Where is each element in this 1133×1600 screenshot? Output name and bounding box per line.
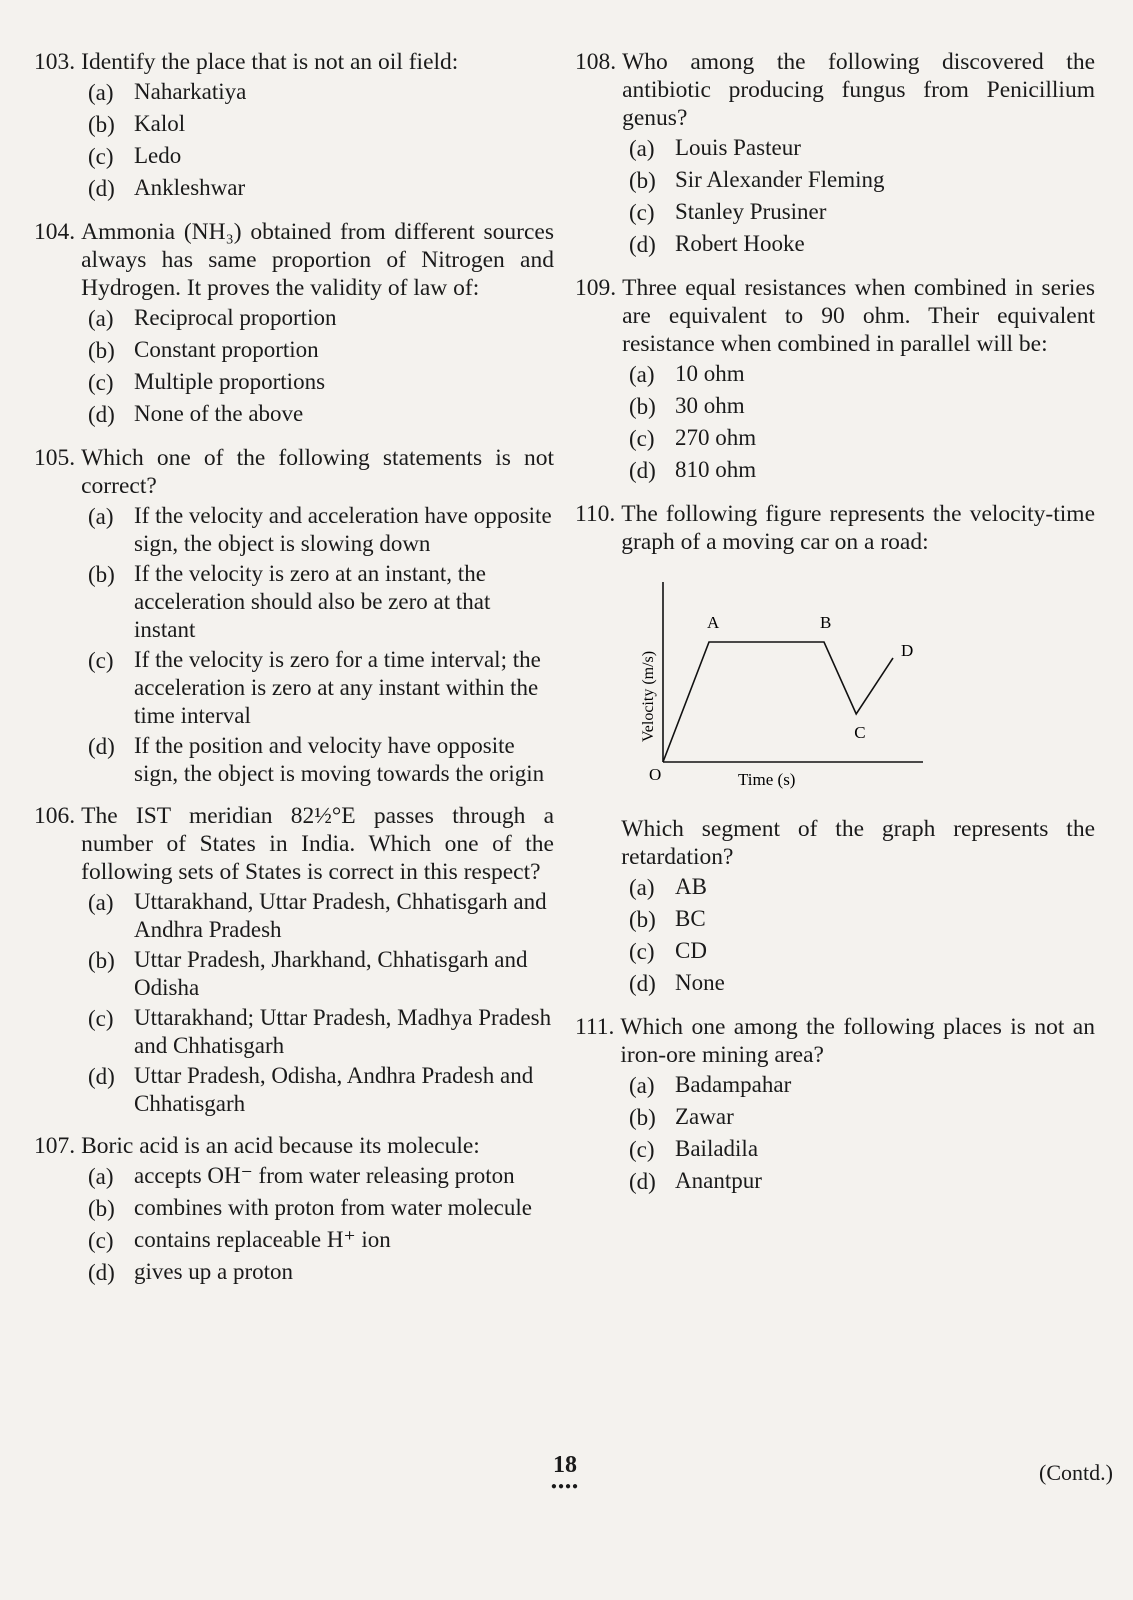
question-110 (575, 500, 1095, 999)
option-d (88, 732, 554, 788)
option-text: Ankleshwar (134, 175, 246, 200)
option-c (629, 424, 1095, 454)
option-text: accepts OH⁻ from water releasing proton (134, 1163, 515, 1188)
option-a (629, 360, 1095, 390)
option-text: Reciprocal proportion (134, 305, 337, 330)
question-109 (575, 274, 1095, 486)
point-label-d: D (901, 641, 914, 660)
question-103 (34, 48, 554, 204)
option-text: gives up a proton (134, 1259, 294, 1284)
option-label: (d) (88, 176, 115, 201)
option-label: (c) (88, 648, 114, 673)
option-text: Sir Alexander Fleming (675, 167, 885, 192)
graph-svg (633, 572, 933, 802)
option-label: (b) (88, 1196, 115, 1221)
option-label: (b) (88, 338, 115, 363)
option-label: (b) (88, 948, 115, 973)
option-d (88, 400, 554, 430)
y-axis-label: Velocity (m/s) (640, 650, 657, 742)
option-a (88, 888, 554, 944)
option-text: Uttar Pradesh, Jharkhand, Chhatisgarh and Odisha (134, 947, 528, 1000)
question-number: 103. (34, 49, 76, 75)
option-text: If the velocity and acceleration have opposite sign, the object is slowing down (134, 503, 552, 556)
option-d (88, 1258, 554, 1288)
point-label-a: A (707, 613, 720, 632)
option-d (88, 174, 554, 204)
option-c (88, 646, 554, 730)
question-number: 106. (34, 803, 76, 829)
option-b (629, 905, 1095, 935)
option-text: Kalol (134, 111, 186, 136)
point-labels (707, 613, 913, 742)
option-b (88, 560, 554, 644)
option-text: None (675, 970, 725, 995)
option-text: If the velocity is zero for a time interval; the acceleration is zero at any instant within the time interval (134, 647, 541, 728)
option-d (629, 1167, 1095, 1197)
option-text: Uttar Pradesh, Odisha, Andhra Pradesh and Chhatisgarh (134, 1063, 534, 1116)
option-label: (c) (629, 200, 655, 225)
option-text: Robert Hooke (675, 231, 805, 256)
option-a (88, 78, 554, 108)
question-followup (575, 815, 1095, 871)
option-label: (d) (88, 1260, 115, 1285)
question-108 (575, 48, 1095, 260)
option-a (88, 1162, 554, 1192)
option-label: (d) (629, 458, 656, 483)
graph-line (663, 642, 893, 762)
question-text: The IST meridian 82½°E passes through a number of States in India. Which one of the following sets of States is correct in this respect? (81, 803, 554, 885)
question-text: Ammonia (NH₃) obtained from different sources always has same proportion of Nitrogen and Hydrogen. It proves the validity of law of: (81, 219, 554, 301)
option-text: Bailadila (675, 1136, 759, 1161)
option-b (88, 336, 554, 366)
option-label: (b) (629, 168, 656, 193)
option-label: (c) (629, 426, 655, 451)
option-label: (c) (88, 1228, 114, 1253)
option-label: (d) (629, 971, 656, 996)
option-label: (a) (629, 136, 655, 161)
option-label: (a) (88, 80, 114, 105)
point-label-c: C (854, 723, 866, 742)
option-text: Louis Pasteur (675, 135, 801, 160)
question-text: The following figure represents the velocity-time graph of a moving car on a road: (621, 501, 1095, 555)
question-text: Boric acid is an acid because its molecule: (81, 1133, 480, 1159)
option-text: If the position and velocity have opposite sign, the object is moving towards the origin (134, 733, 545, 786)
option-label: (b) (629, 1105, 656, 1130)
question-text: Identify the place that is not an oil field: (81, 49, 459, 75)
option-label: (b) (629, 394, 656, 419)
question-number: 105. (34, 445, 76, 471)
option-c (88, 1004, 554, 1060)
option-a (629, 873, 1095, 903)
option-label: (d) (88, 734, 115, 759)
option-text: Stanley Prusiner (675, 199, 827, 224)
option-text: contains replaceable H⁺ ion (134, 1227, 391, 1252)
option-b (88, 946, 554, 1002)
option-label: (c) (629, 1137, 655, 1162)
option-c (629, 198, 1095, 228)
option-text: AB (675, 874, 707, 899)
option-label: (c) (629, 939, 655, 964)
option-text: combines with proton from water molecule (134, 1195, 532, 1220)
option-label: (a) (88, 504, 114, 529)
option-label: (c) (88, 370, 114, 395)
option-c (88, 142, 554, 172)
option-c (88, 368, 554, 398)
option-text: Badampahar (675, 1072, 792, 1097)
option-c (88, 1226, 554, 1256)
option-text: Constant proportion (134, 337, 319, 362)
contd-label: (Contd.) (1039, 1460, 1113, 1485)
option-text: 270 ohm (675, 425, 757, 450)
option-text: BC (675, 906, 706, 931)
question-104 (34, 218, 554, 430)
option-label: (b) (88, 112, 115, 137)
option-b (629, 1103, 1095, 1133)
option-label: (b) (88, 562, 115, 587)
question-number: 109. (575, 275, 617, 301)
option-text: None of the above (134, 401, 304, 426)
point-label-b: B (820, 613, 832, 632)
question-number: 107. (34, 1133, 76, 1159)
option-b (88, 1194, 554, 1224)
option-label: (a) (629, 1073, 655, 1098)
question-number: 111. (575, 1014, 615, 1040)
option-label: (d) (629, 232, 656, 257)
option-text: 10 ohm (675, 361, 745, 386)
option-d (629, 456, 1095, 486)
option-text: Zawar (675, 1104, 734, 1129)
option-b (629, 392, 1095, 422)
option-label: (c) (88, 1006, 114, 1031)
option-label: (b) (629, 907, 656, 932)
option-text: Uttarakhand; Uttar Pradesh, Madhya Pradesh and Chhatisgarh (134, 1005, 552, 1058)
option-label: (d) (629, 1169, 656, 1194)
option-b (629, 166, 1095, 196)
option-label: (a) (88, 890, 114, 915)
option-text: If the velocity is zero at an instant, the acceleration should also be zero at that instant (134, 561, 491, 642)
option-text: 810 ohm (675, 457, 757, 482)
question-106 (34, 802, 554, 1118)
option-text: Ledo (134, 143, 182, 168)
option-text: Naharkatiya (134, 79, 247, 104)
question-number: 104. (34, 219, 76, 245)
question-107 (34, 1132, 554, 1288)
question-text: Who among the following discovered the antibiotic producing fungus from Penicillium genus? (622, 49, 1095, 131)
option-label: (a) (88, 306, 114, 331)
option-label: (a) (88, 1164, 114, 1189)
left-column (34, 48, 554, 1302)
option-label: (d) (88, 402, 115, 427)
option-d (629, 969, 1095, 999)
question-number: 108. (575, 49, 617, 75)
option-text: 30 ohm (675, 393, 745, 418)
option-label: (c) (88, 144, 114, 169)
option-a (88, 502, 554, 558)
option-text: Anantpur (675, 1168, 762, 1193)
option-c (629, 937, 1095, 967)
question-followup-text: Which segment of the graph represents the retardation? (621, 816, 1095, 870)
option-b (88, 110, 554, 140)
option-text: Uttarakhand, Uttar Pradesh, Chhatisgarh and Andhra Pradesh (134, 889, 547, 942)
option-d (88, 1062, 554, 1118)
page-number: 18 (553, 1452, 577, 1478)
page-dots: ●●●● (550, 1481, 580, 1492)
question-text: Which one of the following statements is not correct? (81, 445, 554, 499)
option-c (629, 1135, 1095, 1165)
right-column (575, 48, 1095, 1211)
question-text: Three equal resistances when combined in series are equivalent to 90 ohm. Their equivalent resistance when combined in parallel will be: (622, 275, 1095, 357)
option-label: (d) (88, 1064, 115, 1089)
question-105 (34, 444, 554, 788)
question-111 (575, 1013, 1095, 1197)
velocity-time-graph (633, 572, 1095, 807)
question-text: Which one among the following places is not an iron-ore mining area? (620, 1014, 1095, 1068)
option-d (629, 230, 1095, 260)
option-text: Multiple proportions (134, 369, 326, 394)
option-label: (a) (629, 875, 655, 900)
option-a (629, 134, 1095, 164)
option-text: CD (675, 938, 707, 963)
option-a (88, 304, 554, 334)
x-axis-label: Time (s) (738, 770, 796, 789)
question-number: 110. (575, 501, 616, 527)
option-label: (a) (629, 362, 655, 387)
option-a (629, 1071, 1095, 1101)
origin-label: O (649, 765, 662, 784)
